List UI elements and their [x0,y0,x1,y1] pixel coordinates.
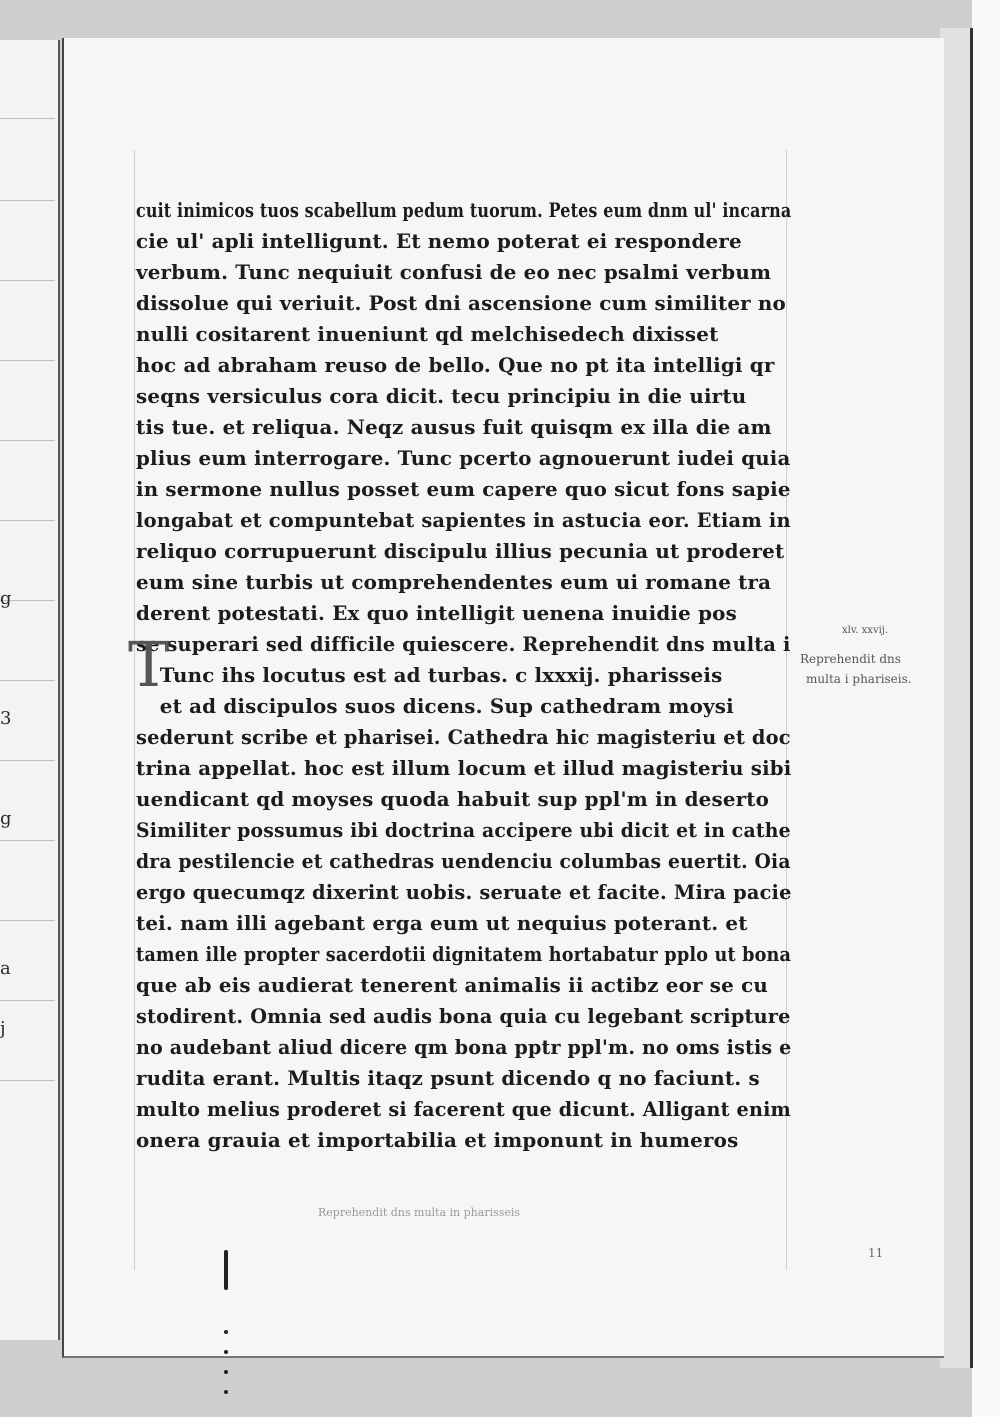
ink-dot [224,1390,228,1394]
page-stack-edge [940,28,973,1368]
text-line: hoc ad abraham reuso de bello. Que no pt ita intelligi qr [136,353,775,377]
text-line: cie ul' apli intelligunt. Et nemo poterat ei respondere [136,229,742,253]
text-line: et ad discipulos suos dicens. Sup cathedram moysi [159,694,734,718]
facing-page-fragment: j [0,1018,6,1039]
ruling-line [0,680,55,681]
facing-page-fragment: g [0,588,12,609]
ruling-line [0,440,55,441]
ruling-line [0,118,55,119]
facing-page-fragment: g [0,808,12,829]
ruling-line [0,920,55,921]
text-line: eum sine turbis ut comprehendentes eum ui romane tra [136,570,772,594]
text-line: reliquo corrupuerunt discipulu illius pecunia ut proderet [136,539,785,563]
text-line: tis tue. et reliqua. Neqz ausus fuit quisqm ex illa die am [136,415,772,439]
text-line: tei. nam illi agebant erga eum ut nequius poterant. et [136,911,748,935]
text-line: stodirent. Omnia sed audis bona quia cu legebant scripture [136,1004,791,1028]
text-line: sederunt scribe et pharisei. Cathedra hic magisteriu et doc [136,725,791,749]
text-line: derent potestati. Ex quo intelligit uenena inuidie pos [136,601,737,625]
ruling-line [0,760,55,761]
ruling-line [0,280,55,281]
text-line: onera grauia et importabilia et imponunt in humeros [136,1128,739,1152]
folio-number: 11 [868,1246,884,1260]
ink-dot [224,1330,228,1334]
ruling-line [0,200,55,201]
ruling-line [0,1000,55,1001]
text-line: que ab eis audierat tenerent animalis ii actibz eor se cu [136,973,769,997]
text-line: trina appellat. hoc est illum locum et illud magisteriu sibi [136,756,792,780]
text-line: plius eum interrogare. Tunc pcerto agnouerunt iudei quia [136,446,791,470]
marginal-note-line: multa i phariseis. [806,672,912,686]
facing-page-fragment: a [0,958,11,979]
ink-dot [224,1370,228,1374]
text-line: Similiter possumus ibi doctrina accipere ubi dicit et in cathe [136,818,791,842]
ruling-vertical [134,150,135,1270]
ruling-line [0,840,55,841]
text-line: rudita erant. Multis itaqz psunt dicendo q no faciunt. s [136,1066,760,1090]
ruling-line [0,1080,55,1081]
text-line: uendicant qd moyses quoda habuit sup ppl'm in deserto [136,787,770,811]
ink-mark [224,1250,228,1290]
text-line: tamen ille propter sacerdotii dignitatem hortabatur pplo ut bona [136,942,792,966]
text-line: nulli cositarent inueniunt qd melchisedech dixisset [136,322,719,346]
text-line: no audebant aliud dicere qm bona pptr ppl'm. no oms istis e [136,1035,792,1059]
text-line: longabat et compuntebat sapientes in astucia eor. Etiam in [136,508,791,532]
bottom-margin-note: Reprehendit dns multa in pharisseis [318,1206,521,1219]
text-line: ergo quecumqz dixerint uobis. seruate et facite. Mira pacie [136,880,792,904]
text-line: verbum. Tunc nequiuit confusi de eo nec psalmi verbum [136,260,772,284]
facing-page-fragment: 3 [0,708,12,729]
text-line: dissolue qui veriuit. Post dni ascensione cum similiter no [136,291,786,315]
text-line: se superari sed difficile quiescere. Reprehendit dns multa i [136,632,791,656]
text-line: Tunc ihs locutus est ad turbas. c lxxxij. pharisseis [159,663,723,687]
marginal-note-line: Reprehendit dns [800,652,901,666]
text-line: seqns versiculus cora dicit. tecu principiu in die uirtu [136,384,747,408]
text-line: multo melius proderet si facerent que dicunt. Alligant enim [136,1097,792,1121]
facing-page-edge [0,40,60,1340]
scan-margin-right [972,0,1000,1417]
decorated-initial: T [128,628,170,701]
ruling-line [0,360,55,361]
text-line: in sermone nullus posset eum capere quo sicut fons sapie [136,477,791,501]
text-line: dra pestilencie et cathedras uendenciu columbas euertit. Oia [136,849,791,873]
marginal-note-top: xlv. xxvij. [842,625,889,636]
ink-dot [224,1350,228,1354]
text-column [136,195,796,1156]
ruling-line [0,520,55,521]
text-line: cuit inimicos tuos scabellum pedum tuorum. Petes eum dnm ul' incarna [136,198,792,222]
